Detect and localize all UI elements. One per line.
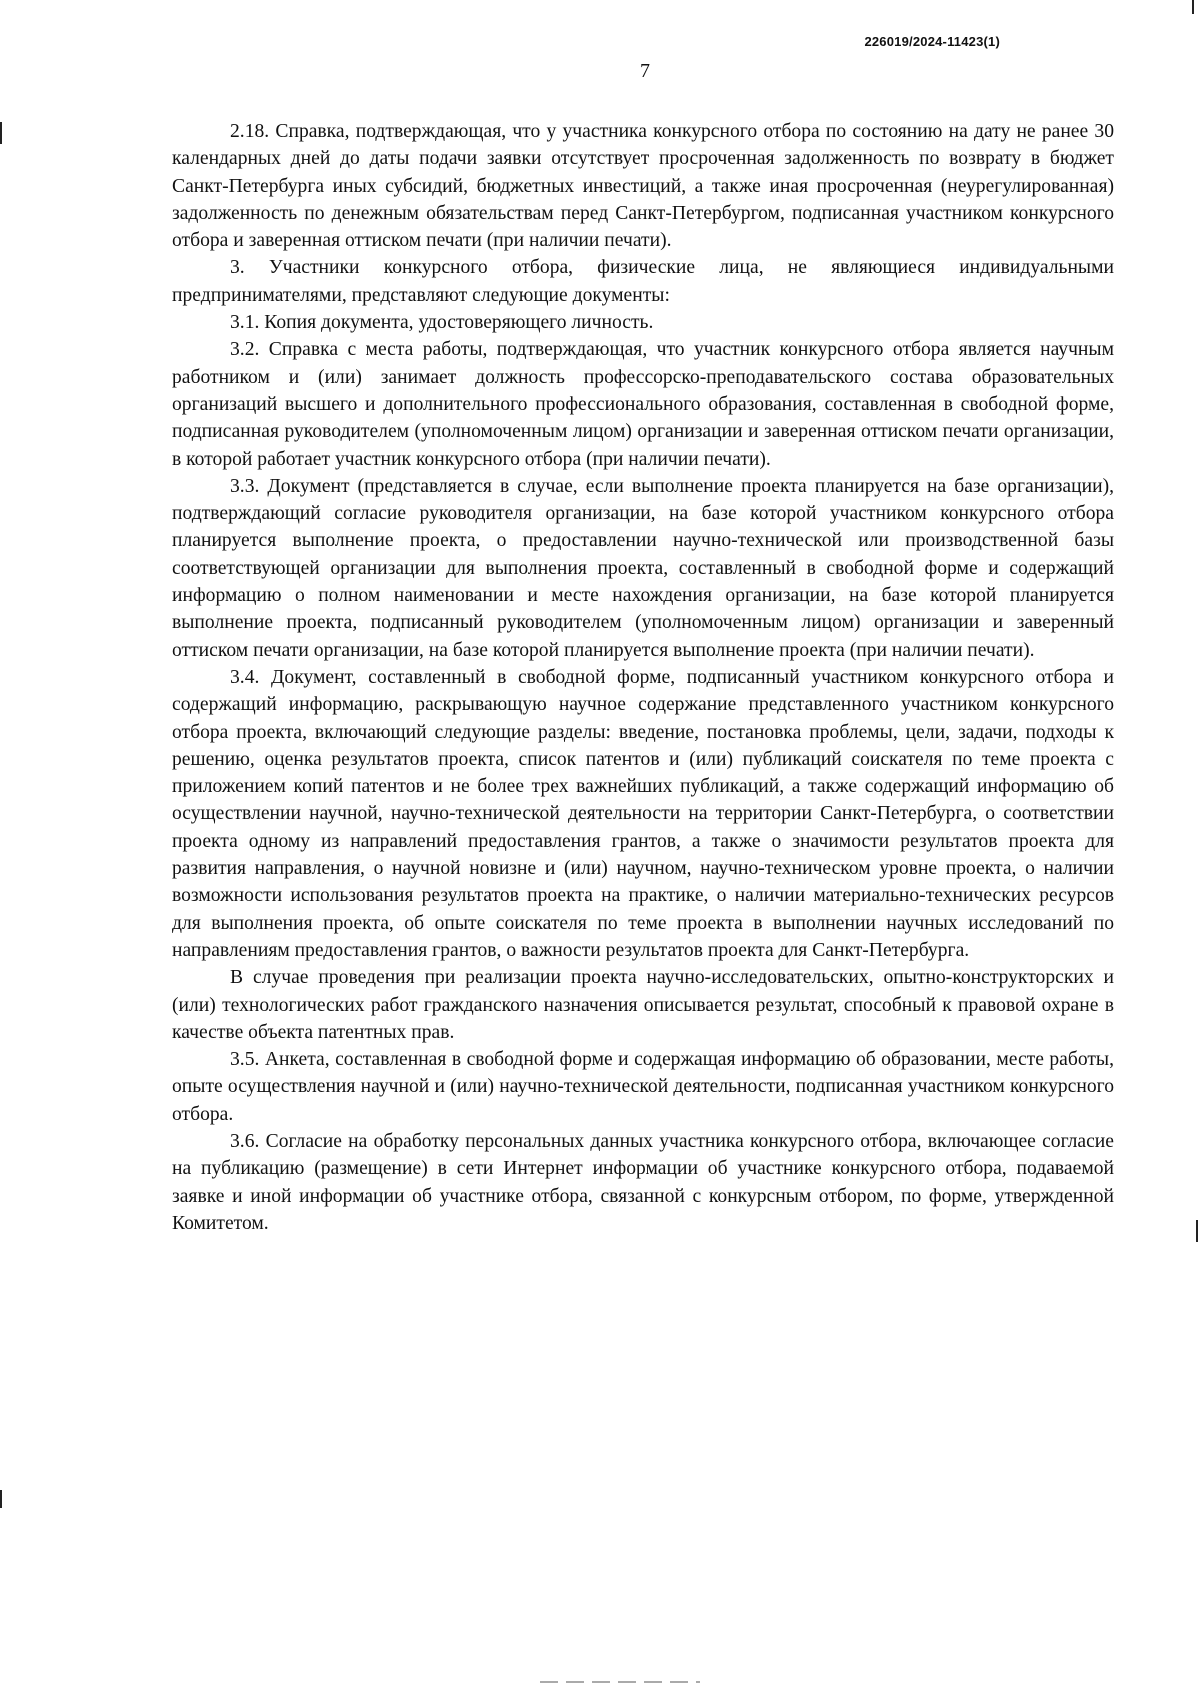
paragraph-3-2: 3.2. Справка с места работы, подтверждающая, что участник конкурсного отбора является научным работником и (или) занимает должность профессорско-преподавательского состава образовательных организаций высшего и дополнительного профессионального образования, составленная в свободной форме, подписанная руководителем (уполномоченным лицом) организации и заверенная оттиском печати организации, в которой работает участник конкурсного отбора (при наличии печати). — [172, 339, 1114, 470]
paragraph-3-4: 3.4. Документ, составленный в свободной форме, подписанный участником конкурсного отбора и содержащий информацию, раскрывающую научное содержание представленного участником конкурсного отбора проекта, включающий следующие разделы: введение, постановка проблемы, цели, задачи, подходы к решению, оценка результатов проекта, список патентов и (или) публикаций соискателя по теме проекта с приложением копий патентов и не более трех важнейших публикаций, а также содержащий информацию об осуществлении научной, научно-технической деятельности на территории Санкт-Петербурга, о соответствии проекта одному из направлений предоставления грантов, а также о значимости результатов проекта для развития направления, о научной новизне и (или) научном, научно-техническом уровне проекта, о наличии возможности использования результатов проекта на практике, о наличии материально-технических ресурсов для выполнения проекта, об опыте соискателя по теме проекта в выполнении научных исследований по направлениям предоставления грантов, о важности результатов проекта для Санкт-Петербурга. — [172, 666, 1114, 961]
paragraph-3-6: 3.6. Согласие на обработку персональных данных участника конкурсного отбора, включающее согласие на публикацию (размещение) в сети Интернет информации об участнике конкурсного отбора, подаваемой заявке и иной информации об участнике отбора, связанной с конкурсным отбором, по форме, утвержденной Комитетом. — [172, 1130, 1114, 1234]
scan-edge-mark-left-bottom — [0, 1490, 2, 1508]
paragraph-2-18: 2.18. Справка, подтверждающая, что у участника конкурсного отбора по состоянию на дату не ранее 30 календарных дней до даты подачи заявки отсутствует просроченная задолженность по возврату в бюджет Санкт-Петербурга иных субсидий, бюджетных инвестиций, а также иная просроченная (неурегулированная) задолженность по денежным обязательствам перед Санкт-Петербургом, подписанная участником конкурсного отбора и заверенная оттиском печати (при наличии печати). — [172, 121, 1114, 252]
paragraph-3-5: 3.5. Анкета, составленная в свободной форме и содержащая информацию об образовании, месте работы, опыте осуществления научной и (или) научно-технической деятельности, подписанная участником конкурсного отбора. — [172, 1049, 1114, 1125]
scan-edge-mark-right — [1196, 1220, 1198, 1242]
paragraph-3-1: 3.1. Копия документа, удостоверяющего личность. — [230, 312, 654, 334]
paragraph-3-3: 3.3. Документ (представляется в случае, если выполнение проекта планируется на базе организации), подтверждающий согласие руководителя организации, на базе которой участником конкурсного отбора планируется выполнение проекта, о предоставлении научно-технической или производственной базы соответствующей организации для выполнения проекта, составленный в свободной форме и содержащий информацию о полном наименовании и месте нахождения организации, на базе которой планируется выполнение проекта, подписанный руководителем (уполномоченным лицом) организации и заверенный оттиском печати организации, на базе которой планируется выполнение проекта (при наличии печати). — [172, 475, 1114, 661]
document-body — [172, 118, 1114, 1237]
paragraph-3: 3. Участники конкурсного отбора, физические лица, не являющиеся индивидуальными предпринимателями, представляют следующие документы: — [172, 257, 1114, 306]
document-id: 226019/2024-11423(1) — [864, 34, 1000, 49]
page-number: 7 — [640, 60, 650, 82]
scan-edge-mark-right-top — [1192, 0, 1194, 14]
scan-bottom-artifact — [540, 1681, 700, 1683]
scan-edge-mark-left-top — [0, 122, 2, 144]
paragraph-3-4-note: В случае проведения при реализации проекта научно-исследовательских, опытно-конструкторских и (или) технологических работ гражданского назначения описывается результат, способный к правовой охране в качестве объекта патентных прав. — [172, 967, 1114, 1043]
